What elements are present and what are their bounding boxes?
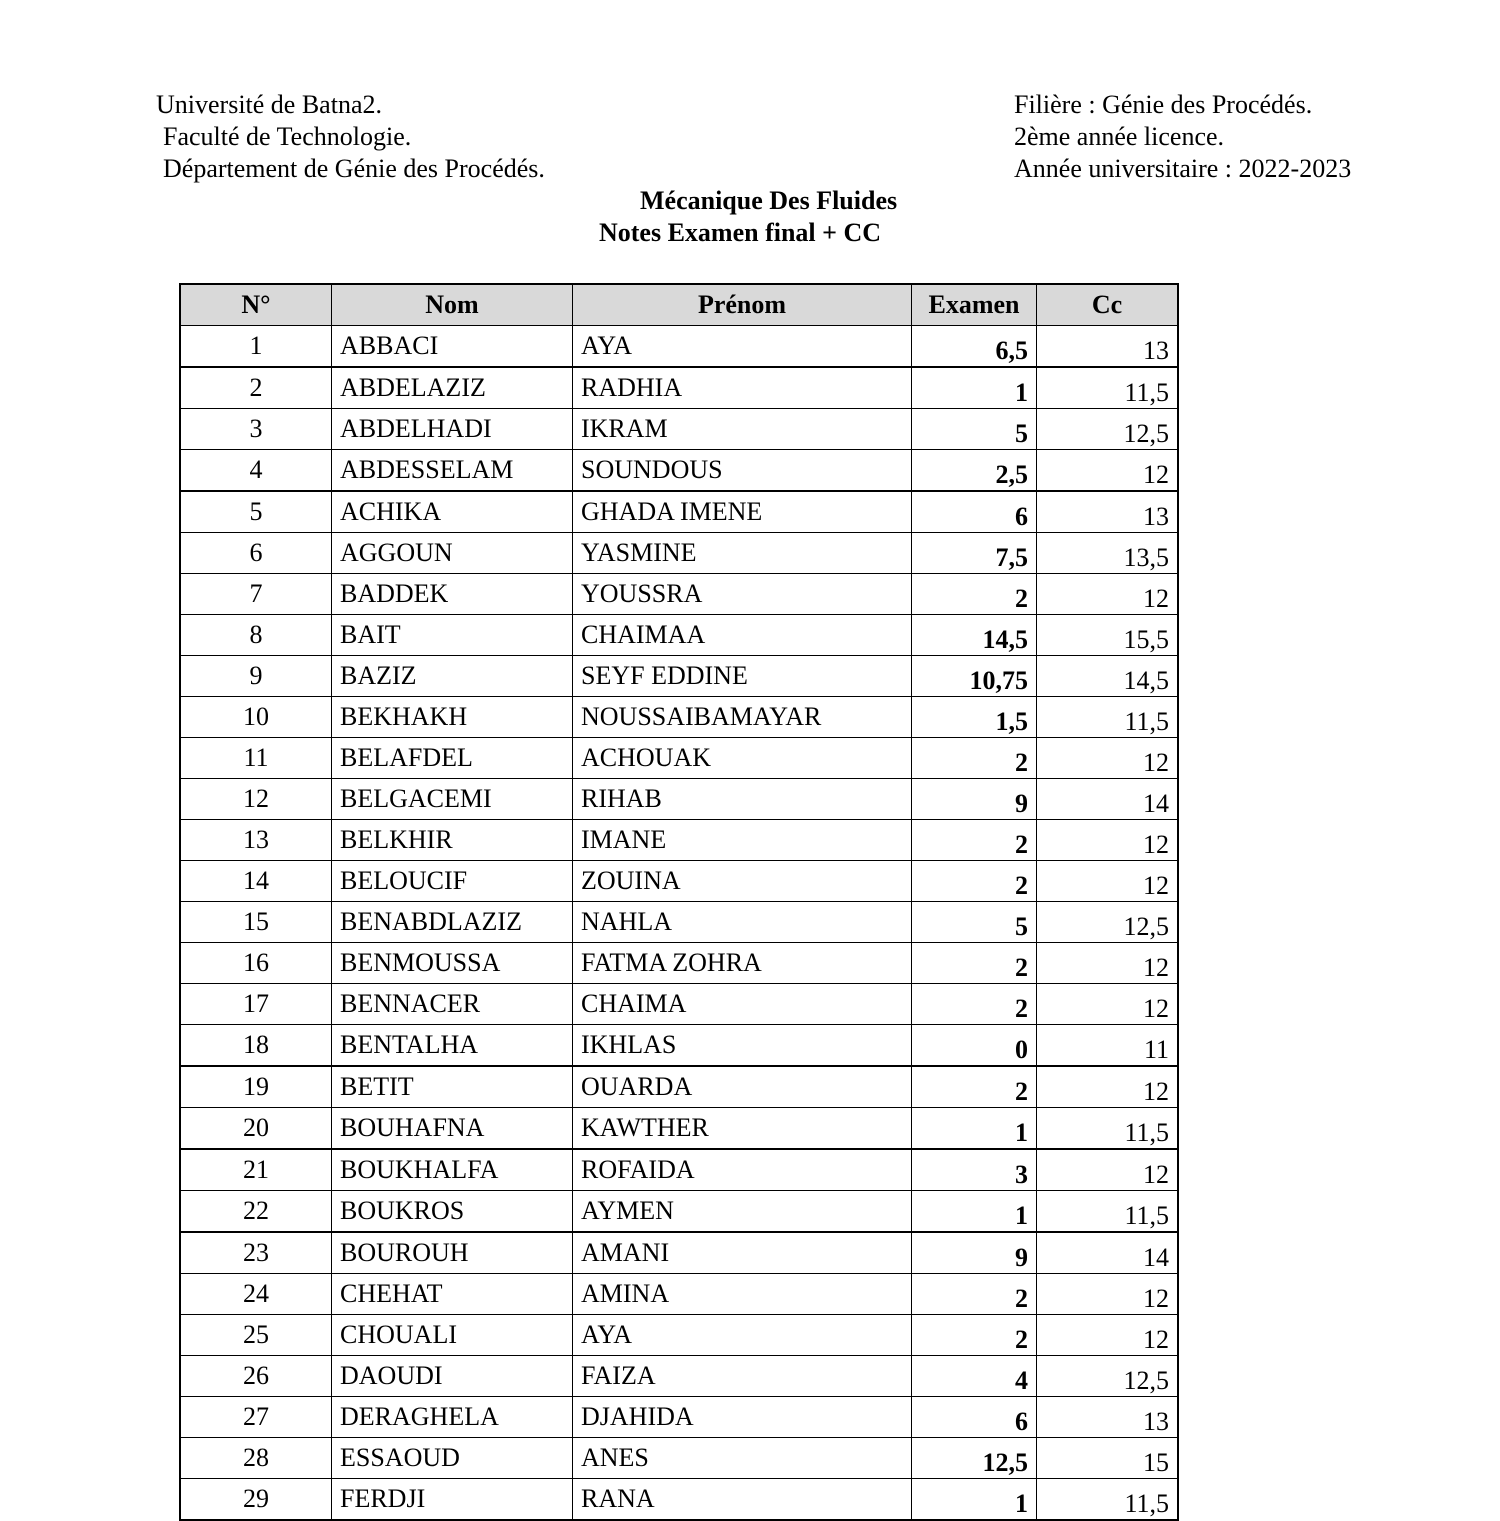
cell-nom: ESSAOUD: [332, 1438, 573, 1479]
cell-number: 12: [180, 779, 332, 820]
filiere: Filière : Génie des Procédés.: [1014, 90, 1313, 119]
cell-prenom: ANES: [573, 1438, 912, 1479]
table-row: [180, 1438, 1178, 1479]
grades-table: [179, 283, 1179, 1521]
cell-number: 10: [180, 697, 332, 738]
cell-number: 3: [180, 409, 332, 450]
cell-number: 25: [180, 1315, 332, 1356]
cell-number: 13: [180, 820, 332, 861]
cell-prenom: DJAHIDA: [573, 1397, 912, 1438]
cell-nom: ACHIKA: [332, 491, 573, 533]
cell-examen: 2: [912, 1315, 1037, 1356]
department-name: Département de Génie des Procédés.: [163, 154, 545, 183]
cell-number: 18: [180, 1025, 332, 1067]
cell-prenom: AYMEN: [573, 1191, 912, 1233]
table-row: [180, 902, 1178, 943]
cell-prenom: AMANI: [573, 1232, 912, 1274]
cell-prenom: AYA: [573, 1315, 912, 1356]
column-header-cc: Cc: [1037, 284, 1179, 326]
cell-nom: BETIT: [332, 1066, 573, 1108]
table-row: [180, 1191, 1178, 1233]
cell-nom: BELOUCIF: [332, 861, 573, 902]
cell-nom: DERAGHELA: [332, 1397, 573, 1438]
table-row: [180, 1232, 1178, 1274]
cell-cc: 13: [1037, 1397, 1179, 1438]
study-level: 2ème année licence.: [1014, 122, 1225, 151]
table-row: [180, 615, 1178, 656]
table-row: [180, 656, 1178, 697]
cell-nom: BAZIZ: [332, 656, 573, 697]
table-row: [180, 533, 1178, 574]
cell-nom: ABDELHADI: [332, 409, 573, 450]
cell-cc: 15: [1037, 1438, 1179, 1479]
cell-examen: 0: [912, 1025, 1037, 1067]
cell-cc: 13: [1037, 491, 1179, 533]
cell-number: 16: [180, 943, 332, 984]
cell-number: 24: [180, 1274, 332, 1315]
academic-year: Année universitaire : 2022-2023: [1014, 154, 1352, 183]
cell-nom: BADDEK: [332, 574, 573, 615]
cell-number: 20: [180, 1108, 332, 1150]
table-row: [180, 738, 1178, 779]
cell-prenom: ACHOUAK: [573, 738, 912, 779]
cell-prenom: RANA: [573, 1479, 912, 1521]
table-row: [180, 1315, 1178, 1356]
cell-examen: 2: [912, 861, 1037, 902]
cell-prenom: GHADA IMENE: [573, 491, 912, 533]
table-row: [180, 1397, 1178, 1438]
cell-nom: CHEHAT: [332, 1274, 573, 1315]
cell-prenom: AMINA: [573, 1274, 912, 1315]
cell-examen: 12,5: [912, 1438, 1037, 1479]
cell-examen: 1: [912, 1108, 1037, 1150]
cell-examen: 2,5: [912, 450, 1037, 492]
table-row: [180, 367, 1178, 409]
cell-cc: 12,5: [1037, 1356, 1179, 1397]
column-header-number: N°: [180, 284, 332, 326]
cell-prenom: FAIZA: [573, 1356, 912, 1397]
table-row: [180, 1479, 1178, 1521]
table-row: [180, 1274, 1178, 1315]
cell-number: 28: [180, 1438, 332, 1479]
cell-examen: 2: [912, 984, 1037, 1025]
cell-nom: BELGACEMI: [332, 779, 573, 820]
cell-prenom: IMANE: [573, 820, 912, 861]
cell-number: 23: [180, 1232, 332, 1274]
cell-number: 27: [180, 1397, 332, 1438]
cell-nom: BELKHIR: [332, 820, 573, 861]
cell-number: 7: [180, 574, 332, 615]
cell-examen: 2: [912, 738, 1037, 779]
column-header-prenom: Prénom: [573, 284, 912, 326]
cell-prenom: YASMINE: [573, 533, 912, 574]
cell-nom: CHOUALI: [332, 1315, 573, 1356]
cell-nom: BOUHAFNA: [332, 1108, 573, 1150]
cell-nom: BENTALHA: [332, 1025, 573, 1067]
table-row: [180, 450, 1178, 492]
cell-number: 5: [180, 491, 332, 533]
cell-prenom: SOUNDOUS: [573, 450, 912, 492]
faculty-name: Faculté de Technologie.: [163, 122, 412, 151]
cell-number: 11: [180, 738, 332, 779]
table-row: [180, 820, 1178, 861]
cell-number: 8: [180, 615, 332, 656]
cell-prenom: CHAIMA: [573, 984, 912, 1025]
cell-nom: ABBACI: [332, 326, 573, 368]
table-row: [180, 1356, 1178, 1397]
cell-number: 6: [180, 533, 332, 574]
cell-cc: 12: [1037, 943, 1179, 984]
cell-examen: 4: [912, 1356, 1037, 1397]
cell-examen: 14,5: [912, 615, 1037, 656]
cell-cc: 11,5: [1037, 697, 1179, 738]
cell-nom: BOUKHALFA: [332, 1149, 573, 1191]
table-row: [180, 1066, 1178, 1108]
cell-examen: 9: [912, 1232, 1037, 1274]
cell-number: 9: [180, 656, 332, 697]
cell-cc: 12,5: [1037, 902, 1179, 943]
cell-cc: 14,5: [1037, 656, 1179, 697]
cell-cc: 12: [1037, 1149, 1179, 1191]
cell-examen: 7,5: [912, 533, 1037, 574]
cell-examen: 2: [912, 574, 1037, 615]
cell-cc: 11: [1037, 1025, 1179, 1067]
cell-nom: BELAFDEL: [332, 738, 573, 779]
cell-number: 4: [180, 450, 332, 492]
cell-nom: BENMOUSSA: [332, 943, 573, 984]
cell-nom: BAIT: [332, 615, 573, 656]
cell-cc: 12: [1037, 574, 1179, 615]
table-row: [180, 779, 1178, 820]
cell-nom: BEKHAKH: [332, 697, 573, 738]
cell-number: 29: [180, 1479, 332, 1521]
cell-nom: ABDESSELAM: [332, 450, 573, 492]
cell-number: 22: [180, 1191, 332, 1233]
cell-examen: 1: [912, 367, 1037, 409]
cell-prenom: ROFAIDA: [573, 1149, 912, 1191]
table-row: [180, 491, 1178, 533]
cell-cc: 11,5: [1037, 1108, 1179, 1150]
cell-nom: FERDJI: [332, 1479, 573, 1521]
cell-examen: 6: [912, 491, 1037, 533]
cell-cc: 12: [1037, 1274, 1179, 1315]
cell-cc: 14: [1037, 779, 1179, 820]
cell-prenom: IKRAM: [573, 409, 912, 450]
cell-nom: BENABDLAZIZ: [332, 902, 573, 943]
cell-prenom: SEYF EDDINE: [573, 656, 912, 697]
table-row: [180, 326, 1178, 368]
table-row: [180, 1149, 1178, 1191]
cell-examen: 5: [912, 902, 1037, 943]
cell-nom: DAOUDI: [332, 1356, 573, 1397]
document-subtitle: Notes Examen final + CC: [599, 218, 882, 247]
cell-cc: 13: [1037, 326, 1179, 368]
cell-cc: 12: [1037, 1066, 1179, 1108]
cell-prenom: RIHAB: [573, 779, 912, 820]
cell-cc: 12: [1037, 820, 1179, 861]
cell-cc: 12: [1037, 450, 1179, 492]
course-title: Mécanique Des Fluides: [640, 186, 898, 215]
table-row: [180, 697, 1178, 738]
cell-prenom: CHAIMAA: [573, 615, 912, 656]
cell-prenom: AYA: [573, 326, 912, 368]
cell-examen: 1: [912, 1191, 1037, 1233]
cell-examen: 1,5: [912, 697, 1037, 738]
cell-cc: 14: [1037, 1232, 1179, 1274]
cell-examen: 2: [912, 820, 1037, 861]
cell-number: 26: [180, 1356, 332, 1397]
cell-number: 19: [180, 1066, 332, 1108]
program-header: [1014, 89, 1351, 185]
cell-number: 17: [180, 984, 332, 1025]
cell-number: 2: [180, 367, 332, 409]
cell-cc: 11,5: [1037, 367, 1179, 409]
cell-examen: 2: [912, 943, 1037, 984]
column-header-nom: Nom: [332, 284, 573, 326]
cell-examen: 10,75: [912, 656, 1037, 697]
cell-examen: 2: [912, 1274, 1037, 1315]
cell-cc: 12: [1037, 861, 1179, 902]
table-row: [180, 574, 1178, 615]
university-name: Université de Batna2.: [156, 90, 382, 119]
cell-cc: 13,5: [1037, 533, 1179, 574]
cell-prenom: YOUSSRA: [573, 574, 912, 615]
cell-examen: 6,5: [912, 326, 1037, 368]
cell-cc: 12: [1037, 984, 1179, 1025]
cell-nom: BOUKROS: [332, 1191, 573, 1233]
table-header-row: [180, 284, 1178, 326]
cell-prenom: OUARDA: [573, 1066, 912, 1108]
cell-examen: 9: [912, 779, 1037, 820]
cell-examen: 2: [912, 1066, 1037, 1108]
cell-cc: 11,5: [1037, 1479, 1179, 1521]
table-row: [180, 1108, 1178, 1150]
institution-header: [156, 89, 545, 185]
cell-examen: 6: [912, 1397, 1037, 1438]
cell-number: 21: [180, 1149, 332, 1191]
table-row: [180, 409, 1178, 450]
cell-prenom: ZOUINA: [573, 861, 912, 902]
cell-prenom: NOUSSAIBAMAYAR: [573, 697, 912, 738]
cell-prenom: KAWTHER: [573, 1108, 912, 1150]
cell-prenom: IKHLAS: [573, 1025, 912, 1067]
cell-cc: 12: [1037, 738, 1179, 779]
table-row: [180, 1025, 1178, 1067]
cell-examen: 5: [912, 409, 1037, 450]
cell-nom: ABDELAZIZ: [332, 367, 573, 409]
cell-cc: 12,5: [1037, 409, 1179, 450]
cell-examen: 3: [912, 1149, 1037, 1191]
cell-number: 15: [180, 902, 332, 943]
table-row: [180, 861, 1178, 902]
cell-cc: 11,5: [1037, 1191, 1179, 1233]
cell-number: 14: [180, 861, 332, 902]
cell-cc: 15,5: [1037, 615, 1179, 656]
cell-nom: BOUROUH: [332, 1232, 573, 1274]
cell-prenom: RADHIA: [573, 367, 912, 409]
cell-number: 1: [180, 326, 332, 368]
column-header-examen: Examen: [912, 284, 1037, 326]
grades-table-body: [180, 326, 1178, 1521]
cell-prenom: FATMA ZOHRA: [573, 943, 912, 984]
cell-prenom: NAHLA: [573, 902, 912, 943]
cell-nom: BENNACER: [332, 984, 573, 1025]
table-row: [180, 984, 1178, 1025]
cell-nom: AGGOUN: [332, 533, 573, 574]
table-row: [180, 943, 1178, 984]
cell-examen: 1: [912, 1479, 1037, 1521]
cell-cc: 12: [1037, 1315, 1179, 1356]
